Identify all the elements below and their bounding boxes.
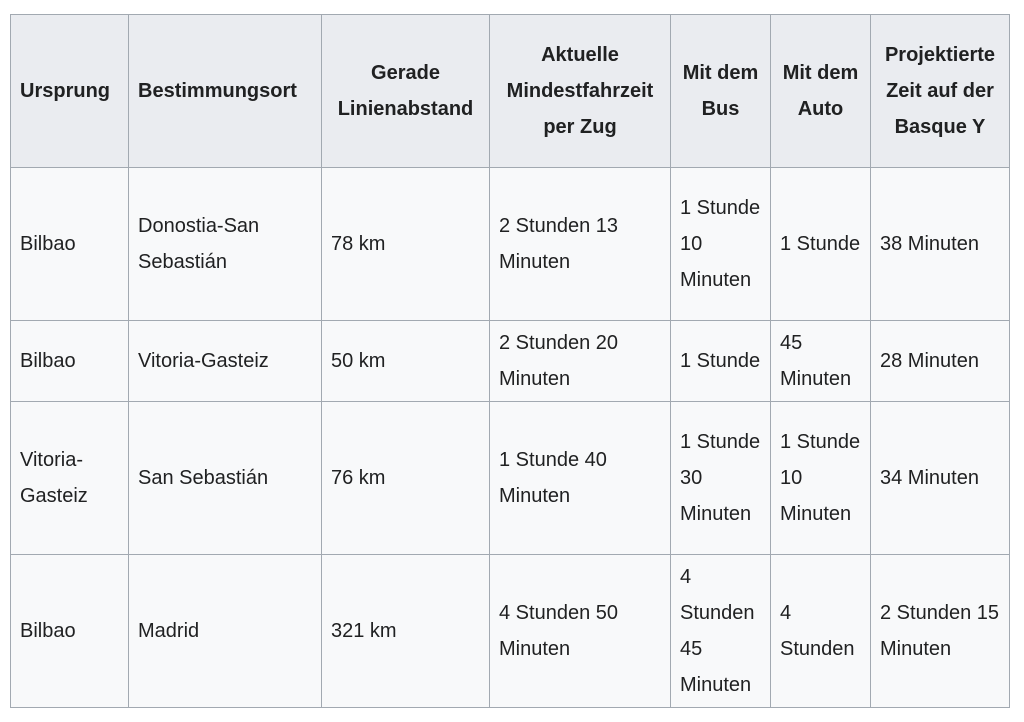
cell-zug: 2 Stunden 20 Minuten [490, 321, 671, 402]
cell-auto: 45 Minuten [771, 321, 871, 402]
cell-ursprung: Vitoria-Gasteiz [11, 402, 129, 555]
cell-auto: 4 Stunden [771, 555, 871, 708]
header-linienabstand: Gerade Linienabstand [322, 15, 490, 168]
cell-bus: 1 Stunde [671, 321, 771, 402]
cell-ursprung: Bilbao [11, 321, 129, 402]
cell-basque-y: 28 Minuten [871, 321, 1010, 402]
cell-auto: 1 Stunde 10 Minuten [771, 402, 871, 555]
cell-basque-y: 34 Minuten [871, 402, 1010, 555]
cell-ursprung: Bilbao [11, 555, 129, 708]
cell-bus: 4 Stunden 45 Minuten [671, 555, 771, 708]
header-bus: Mit dem Bus [671, 15, 771, 168]
table-row [11, 321, 1010, 402]
cell-bestimmungsort: Vitoria-Gasteiz [129, 321, 322, 402]
header-basque-y: Projektierte Zeit auf der Basque Y [871, 15, 1010, 168]
cell-basque-y: 2 Stunden 15 Minuten [871, 555, 1010, 708]
cell-zug: 1 Stunde 40 Minuten [490, 402, 671, 555]
header-auto: Mit dem Auto [771, 15, 871, 168]
table-header-row [11, 15, 1010, 168]
header-ursprung: Ursprung [11, 15, 129, 168]
table-row [11, 168, 1010, 321]
table-row [11, 402, 1010, 555]
cell-bestimmungsort: San Sebastián [129, 402, 322, 555]
travel-time-table [10, 14, 1010, 708]
cell-linienabstand: 78 km [322, 168, 490, 321]
cell-bestimmungsort: Donostia-San Sebastián [129, 168, 322, 321]
cell-ursprung: Bilbao [11, 168, 129, 321]
cell-linienabstand: 321 km [322, 555, 490, 708]
cell-linienabstand: 50 km [322, 321, 490, 402]
cell-zug: 4 Stunden 50 Minuten [490, 555, 671, 708]
table-row [11, 555, 1010, 708]
cell-bus: 1 Stunde 30 Minuten [671, 402, 771, 555]
cell-zug: 2 Stunden 13 Minuten [490, 168, 671, 321]
cell-bestimmungsort: Madrid [129, 555, 322, 708]
cell-bus: 1 Stunde 10 Minuten [671, 168, 771, 321]
cell-linienabstand: 76 km [322, 402, 490, 555]
header-mindestfahrzeit-zug: Aktuelle Mindestfahrzeit per Zug [490, 15, 671, 168]
cell-basque-y: 38 Minuten [871, 168, 1010, 321]
header-bestimmungsort: Bestimmungsort [129, 15, 322, 168]
cell-auto: 1 Stunde [771, 168, 871, 321]
